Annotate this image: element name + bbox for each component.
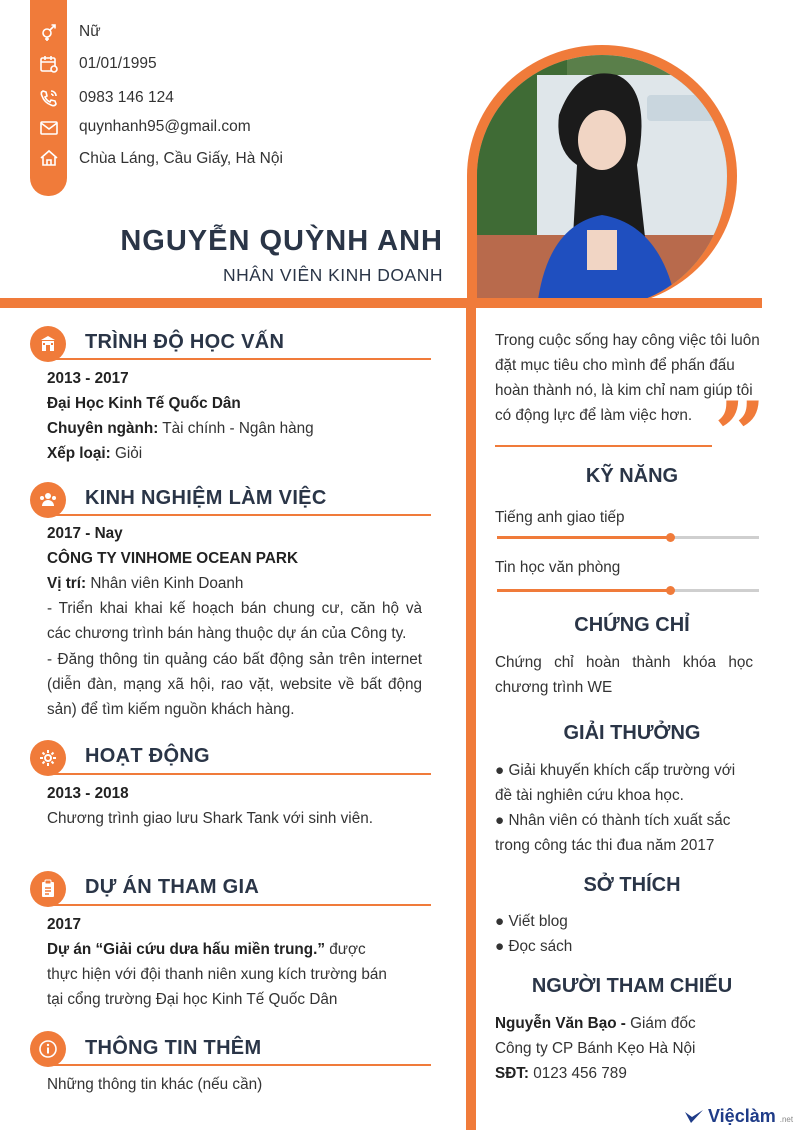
hobbies-heading: SỞ THÍCH [583, 874, 681, 896]
email-value: quynhanh95@gmail.com [79, 118, 251, 135]
major-label: Chuyên ngành: [47, 420, 159, 437]
position-value: Nhân viên Kinh Doanh [86, 575, 244, 592]
experience-years: 2017 - Nay [47, 525, 123, 542]
experience-duty-2: - Đăng thông tin quảng cáo bất động sản trên internet (diễn đàn, mạng xã hội, rao vặt, website về bất động sản) để tìm kiếm nguồn khách hàng. [47, 651, 422, 718]
education-underline [48, 358, 431, 360]
reference-company: Công ty CP Bánh Kẹo Hà Nội [495, 1040, 696, 1057]
clipboard-icon [30, 871, 66, 907]
experience-underline [48, 514, 431, 516]
reference-phone-label: SĐT: [495, 1065, 529, 1082]
extra-info-underline [48, 1064, 431, 1066]
horizontal-divider [0, 298, 762, 308]
activities-heading: HOẠT ĐỘNG [85, 745, 210, 767]
project-detail: được thực hiện với đội thanh niên xung kích trường bán tại cổng trường Đại học Kinh Tế Quốc Dân [47, 941, 387, 1008]
gender-value: Nữ [79, 23, 101, 40]
education-heading: TRÌNH ĐỘ HỌC VẤN [85, 331, 285, 353]
projects-underline [48, 904, 431, 906]
profile-photo [467, 45, 737, 307]
projects-description [47, 937, 387, 1012]
reference-role: Giám đốc [625, 1015, 696, 1032]
checkmark-logo-icon [684, 1109, 704, 1125]
team-icon [30, 482, 66, 518]
education-major [47, 416, 422, 441]
activities-years: 2013 - 2018 [47, 785, 129, 802]
certificates-heading: CHỨNG CHỈ [574, 614, 690, 636]
calendar-icon [30, 54, 67, 74]
skill-name: Tin học văn phòng [495, 559, 621, 576]
quote-underline [495, 445, 712, 447]
grade-label: Xếp loại: [47, 445, 111, 462]
skill-bar-marker [666, 533, 675, 542]
skills-heading: KỸ NĂNG [585, 465, 679, 487]
home-icon [30, 148, 67, 168]
brand-logo [684, 1106, 793, 1127]
experience-duty-1: - Triển khai khai kế hoạch bán chung cư, căn hộ và các chương trình bán hàng thuộc dự án của Công ty. [47, 600, 422, 642]
skill-bar [497, 536, 759, 539]
education-school: Đại Học Kinh Tế Quốc Dân [47, 395, 241, 412]
references-heading: NGƯỜI THAM CHIẾU [531, 975, 733, 997]
address-value: Chùa Láng, Cầu Giấy, Hà Nội [79, 150, 283, 167]
brand-suffix: .net [779, 1115, 794, 1124]
skill-name: Tiếng anh giao tiếp [495, 509, 625, 526]
position-label: Vị trí: [47, 575, 87, 592]
career-objective: Trong cuộc sống hay công việc tôi luôn đặt mục tiêu cho mình để phấn đấu hoàn thành nó, là kim chỉ nam giúp tôi có động lực để làm việc hơn. [495, 332, 760, 424]
experience-position [47, 571, 422, 596]
grade-value: Giỏi [110, 445, 143, 462]
experience-company: CÔNG TY VINHOME OCEAN PARK [47, 550, 299, 567]
gender-icon [30, 22, 67, 42]
projects-year: 2017 [47, 916, 82, 933]
education-grade [47, 441, 422, 466]
reference-name: Nguyễn Văn Bạo - [495, 1015, 626, 1032]
brand-name: Việclàm [708, 1106, 776, 1126]
projects-heading: DỰ ÁN THAM GIA [85, 876, 260, 898]
award-item: ● Nhân viên có thành tích xuất sắc trong công tác thi đua năm 2017 [495, 812, 731, 854]
quote-icon: ” [714, 382, 766, 488]
birthday-value: 01/01/1995 [79, 55, 157, 72]
hobby-item: ● Đọc sách [495, 938, 573, 955]
reference-phone [495, 1061, 753, 1086]
phone-icon [30, 88, 67, 108]
candidate-name: NGUYỄN QUỲNH ANH [120, 225, 443, 257]
skill-bar-fill [497, 589, 670, 592]
extra-info-heading: THÔNG TIN THÊM [85, 1037, 262, 1059]
skill-bar [497, 589, 759, 592]
activities-description: Chương trình giao lưu Shark Tank với sinh viên. [47, 810, 373, 827]
education-years: 2013 - 2017 [47, 370, 129, 387]
email-icon [30, 118, 67, 138]
activities-underline [48, 773, 431, 775]
award-item: ● Giải khuyến khích cấp trường với đề tài nghiên cứu khoa học. [495, 762, 736, 804]
awards-heading: GIẢI THƯỞNG [563, 722, 701, 744]
extra-info-description: Những thông tin khác (nếu cần) [47, 1076, 263, 1093]
hobby-item: ● Viết blog [495, 913, 568, 930]
phone-value: 0983 146 124 [79, 89, 174, 106]
info-icon [30, 1031, 66, 1067]
gear-icon [30, 740, 66, 776]
reference-phone-value: 0123 456 789 [529, 1065, 627, 1082]
project-name: Dự án “Giải cứu dưa hấu miền trung.” [47, 941, 326, 958]
skill-bar-marker [666, 586, 675, 595]
experience-heading: KINH NGHIỆM LÀM VIỆC [85, 487, 327, 509]
major-value: Tài chính - Ngân hàng [158, 420, 314, 437]
school-icon [30, 326, 66, 362]
reference-person [495, 1011, 753, 1036]
vertical-divider [466, 298, 476, 1130]
certificates-description: Chứng chỉ hoàn thành khóa học chương trình WE [495, 654, 753, 696]
skill-bar-fill [497, 536, 670, 539]
contact-sidebar-strip [30, 0, 67, 196]
candidate-job-title: NHÂN VIÊN KINH DOANH [222, 265, 443, 285]
